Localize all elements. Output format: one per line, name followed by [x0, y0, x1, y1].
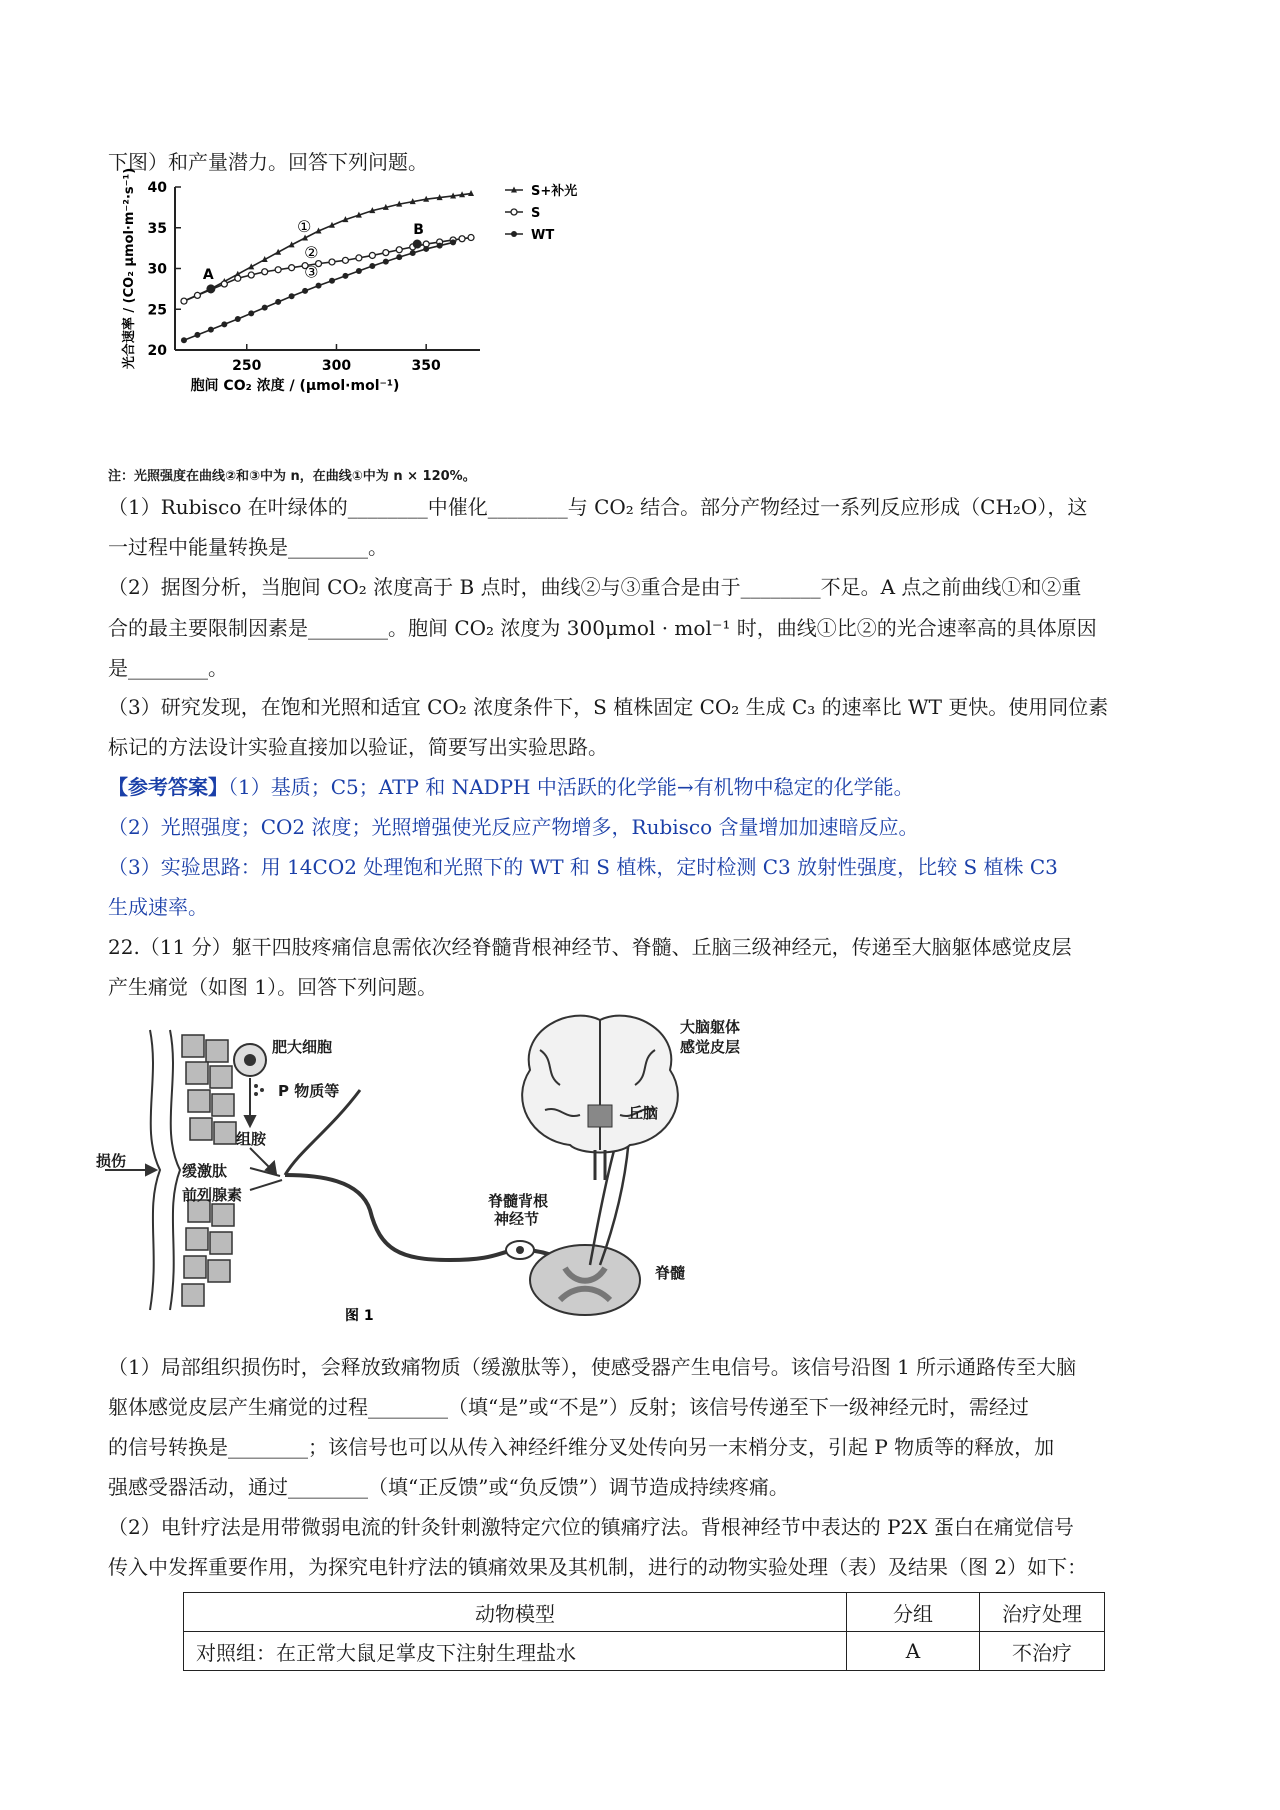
figure1-caption: 图 1: [345, 1308, 374, 1324]
chart-note: 注：光照强度在曲线②和③中为 n，在曲线①中为 n × 120%。: [108, 469, 476, 484]
data-point: [329, 259, 335, 265]
legend-label: S: [531, 206, 541, 221]
q2-line-a: （2）据图分析，当胞间 CO₂ 浓度高于 B 点时，曲线②与③重合是由于________不足。A 点之前曲线①和②重: [108, 575, 1082, 599]
data-point: [275, 299, 281, 305]
data-point: [275, 267, 281, 273]
intro-line: 下图）和产量潜力。回答下列问题。: [108, 150, 428, 174]
data-point: [459, 236, 465, 242]
data-point: [356, 268, 362, 274]
label-p-substance: P 物质等: [278, 1082, 340, 1100]
q1-line-a: （1）Rubisco 在叶绿体的________中催化________与 CO₂ 结合。部分产物经过一系列反应形成（CH₂O），这: [108, 495, 1088, 519]
data-point: [262, 305, 268, 311]
table-cell: 对照组：在正常大鼠足掌皮下注射生理盐水: [184, 1632, 847, 1671]
data-point: [235, 275, 241, 281]
label-cortex-1: 大脑躯体: [680, 1018, 741, 1036]
answer-line-3b: 生成速率。: [108, 895, 208, 919]
data-point: [369, 263, 375, 269]
x-tick-label: 350: [411, 358, 441, 374]
answer-line-2: （2）光照强度；CO2 浓度；光照增强使光反应产物增多，Rubisco 含量增加加速暗反应。: [108, 815, 919, 839]
q22-1-line-b: 躯体感觉皮层产生痛觉的过程________（填“是”或“不是”）反射；该信号传递至下一级神经元时，需经过: [108, 1395, 1029, 1419]
q3-line-a: （3）研究发现，在饱和光照和适宜 CO₂ 浓度条件下，S 植株固定 CO₂ 生成 C₃ 的速率比 WT 更快。使用同位素: [108, 695, 1109, 719]
data-point: [396, 247, 402, 253]
data-point: [181, 298, 187, 304]
q1-line-b: 一过程中能量转换是________。: [108, 535, 388, 559]
thalamus: [588, 1105, 612, 1127]
label-injury: 损伤: [96, 1152, 127, 1170]
y-tick-label: 20: [147, 343, 167, 359]
point-a-marker: [206, 284, 215, 293]
q22-2-line-a: （2）电针疗法是用带微弱电流的针灸针刺激特定穴位的镇痛疗法。背根神经节中表达的 P2X 蛋白在痛觉信号: [108, 1515, 1074, 1539]
data-point: [342, 257, 348, 263]
data-point: [221, 321, 227, 327]
table-cell: 不治疗: [980, 1632, 1105, 1671]
y-tick-label: 30: [147, 261, 167, 278]
label-bradykinin: 缓激肽: [182, 1162, 228, 1180]
experiment-table: [183, 1592, 1105, 1671]
answer-1-text: （1）基质；C5；ATP 和 NADPH 中活跃的化学能→有机物中稳定的化学能。: [228, 775, 914, 799]
photosynthesis-chart: [100, 167, 580, 482]
q3-line-b: 标记的方法设计实验直接加以验证，简要写出实验思路。: [108, 735, 608, 759]
data-point: [235, 316, 241, 322]
data-point: [396, 254, 402, 260]
data-point: [194, 332, 200, 338]
brain-outline: [522, 1016, 678, 1153]
data-point: [468, 235, 474, 241]
legend-label: WT: [531, 228, 555, 243]
pain-pathway-figure: [96, 1010, 900, 1330]
data-point: [262, 269, 268, 275]
data-point: [302, 288, 308, 294]
label-cortex-2: 感觉皮层: [680, 1038, 741, 1056]
table-header: 分组: [847, 1593, 980, 1632]
data-point: [383, 250, 389, 256]
x-tick-label: 300: [321, 358, 352, 374]
label-drg-2: 神经节: [494, 1210, 540, 1228]
data-point: [289, 265, 295, 271]
data-point: [289, 293, 295, 299]
data-point: [437, 243, 443, 249]
data-point: [383, 259, 389, 265]
curve-label-1: ①: [297, 216, 312, 236]
legend-marker: [511, 231, 517, 237]
y-tick-label: 35: [147, 220, 167, 237]
data-point: [248, 310, 254, 316]
point-b-marker: [413, 240, 422, 249]
q2-line-b: 合的最主要限制因素是________。胞间 CO₂ 浓度为 300μmol · mol⁻¹ 时，曲线①比②的光合速率高的具体原因: [108, 616, 1097, 640]
label-drg-1: 脊髓背根: [488, 1192, 549, 1210]
table-header: 治疗处理: [980, 1593, 1105, 1632]
data-point: [410, 250, 416, 256]
point-a-label: A: [202, 266, 214, 283]
curve-label-3: ③: [304, 262, 319, 282]
answer-line-1: [108, 772, 914, 802]
data-point: [221, 281, 227, 287]
x-axis-label: 胞间 CO₂ 浓度 / (μmol·mol⁻¹): [190, 378, 400, 394]
table-header-row: [184, 1593, 1105, 1632]
y-tick-label: 25: [147, 302, 167, 319]
data-point: [423, 246, 429, 252]
answer-label: 【参考答案】: [108, 775, 228, 799]
curve-label-2: ②: [304, 242, 319, 262]
q22-1-line-c: 的信号转换是________；该信号也可以从传入神经纤维分叉处传向另一末梢分支，引起 P 物质等的释放，加: [108, 1435, 1055, 1459]
data-point: [194, 292, 200, 298]
point-b-label: B: [413, 222, 424, 239]
legend-label: S+补光: [531, 184, 578, 199]
q22-line-a: 22.（11 分）躯干四肢疼痛信息需依次经脊髓背根神经节、脊髓、丘脑三级神经元，传递至大脑躯体感觉皮层: [108, 935, 1072, 959]
q22-1-line-d: 强感受器活动，通过________（填“正反馈”或“负反馈”）调节造成持续疼痛。: [108, 1475, 789, 1499]
data-point: [181, 337, 187, 343]
table-cell: A: [847, 1632, 980, 1671]
data-point: [342, 273, 348, 279]
y-axis-label: 光合速率 / (CO₂ μmol·m⁻²·s⁻¹): [122, 167, 137, 370]
label-thalamus: 丘脑: [628, 1104, 659, 1122]
data-point: [369, 252, 375, 258]
answer-line-3a: （3）实验思路：用 14CO2 处理饱和光照下的 WT 和 S 植株，定时检测 C3 放射性强度，比较 S 植株 C3: [108, 855, 1058, 879]
q22-1-line-a: （1）局部组织损伤时，会释放致痛物质（缓激肽等），使感受器产生电信号。该信号沿图 1 所示通路传至大脑: [108, 1355, 1077, 1379]
y-tick-label: 40: [147, 180, 167, 196]
table-header: 动物模型: [184, 1593, 847, 1632]
data-point: [208, 327, 214, 333]
data-point: [248, 272, 254, 278]
q22-2-line-b: 传入中发挥重要作用，为探究电针疗法的镇痛效果及其机制，进行的动物实验处理（表）及结果（图 2）如下：: [108, 1555, 1088, 1579]
table-row: [184, 1632, 1105, 1671]
q22-line-b: 产生痛觉（如图 1）。回答下列问题。: [108, 975, 438, 999]
label-mast-cell: 肥大细胞: [272, 1038, 333, 1056]
x-tick-label: 250: [232, 358, 262, 374]
data-point: [316, 283, 322, 289]
label-prostaglandin: 前列腺素: [182, 1186, 243, 1204]
data-point: [329, 278, 335, 284]
label-spinal-cord: 脊髓: [655, 1264, 686, 1282]
data-point: [356, 255, 362, 261]
q2-line-c: 是________。: [108, 656, 228, 680]
legend-marker: [511, 209, 517, 215]
label-histamine: 组胺: [236, 1130, 267, 1148]
data-point: [450, 239, 456, 245]
